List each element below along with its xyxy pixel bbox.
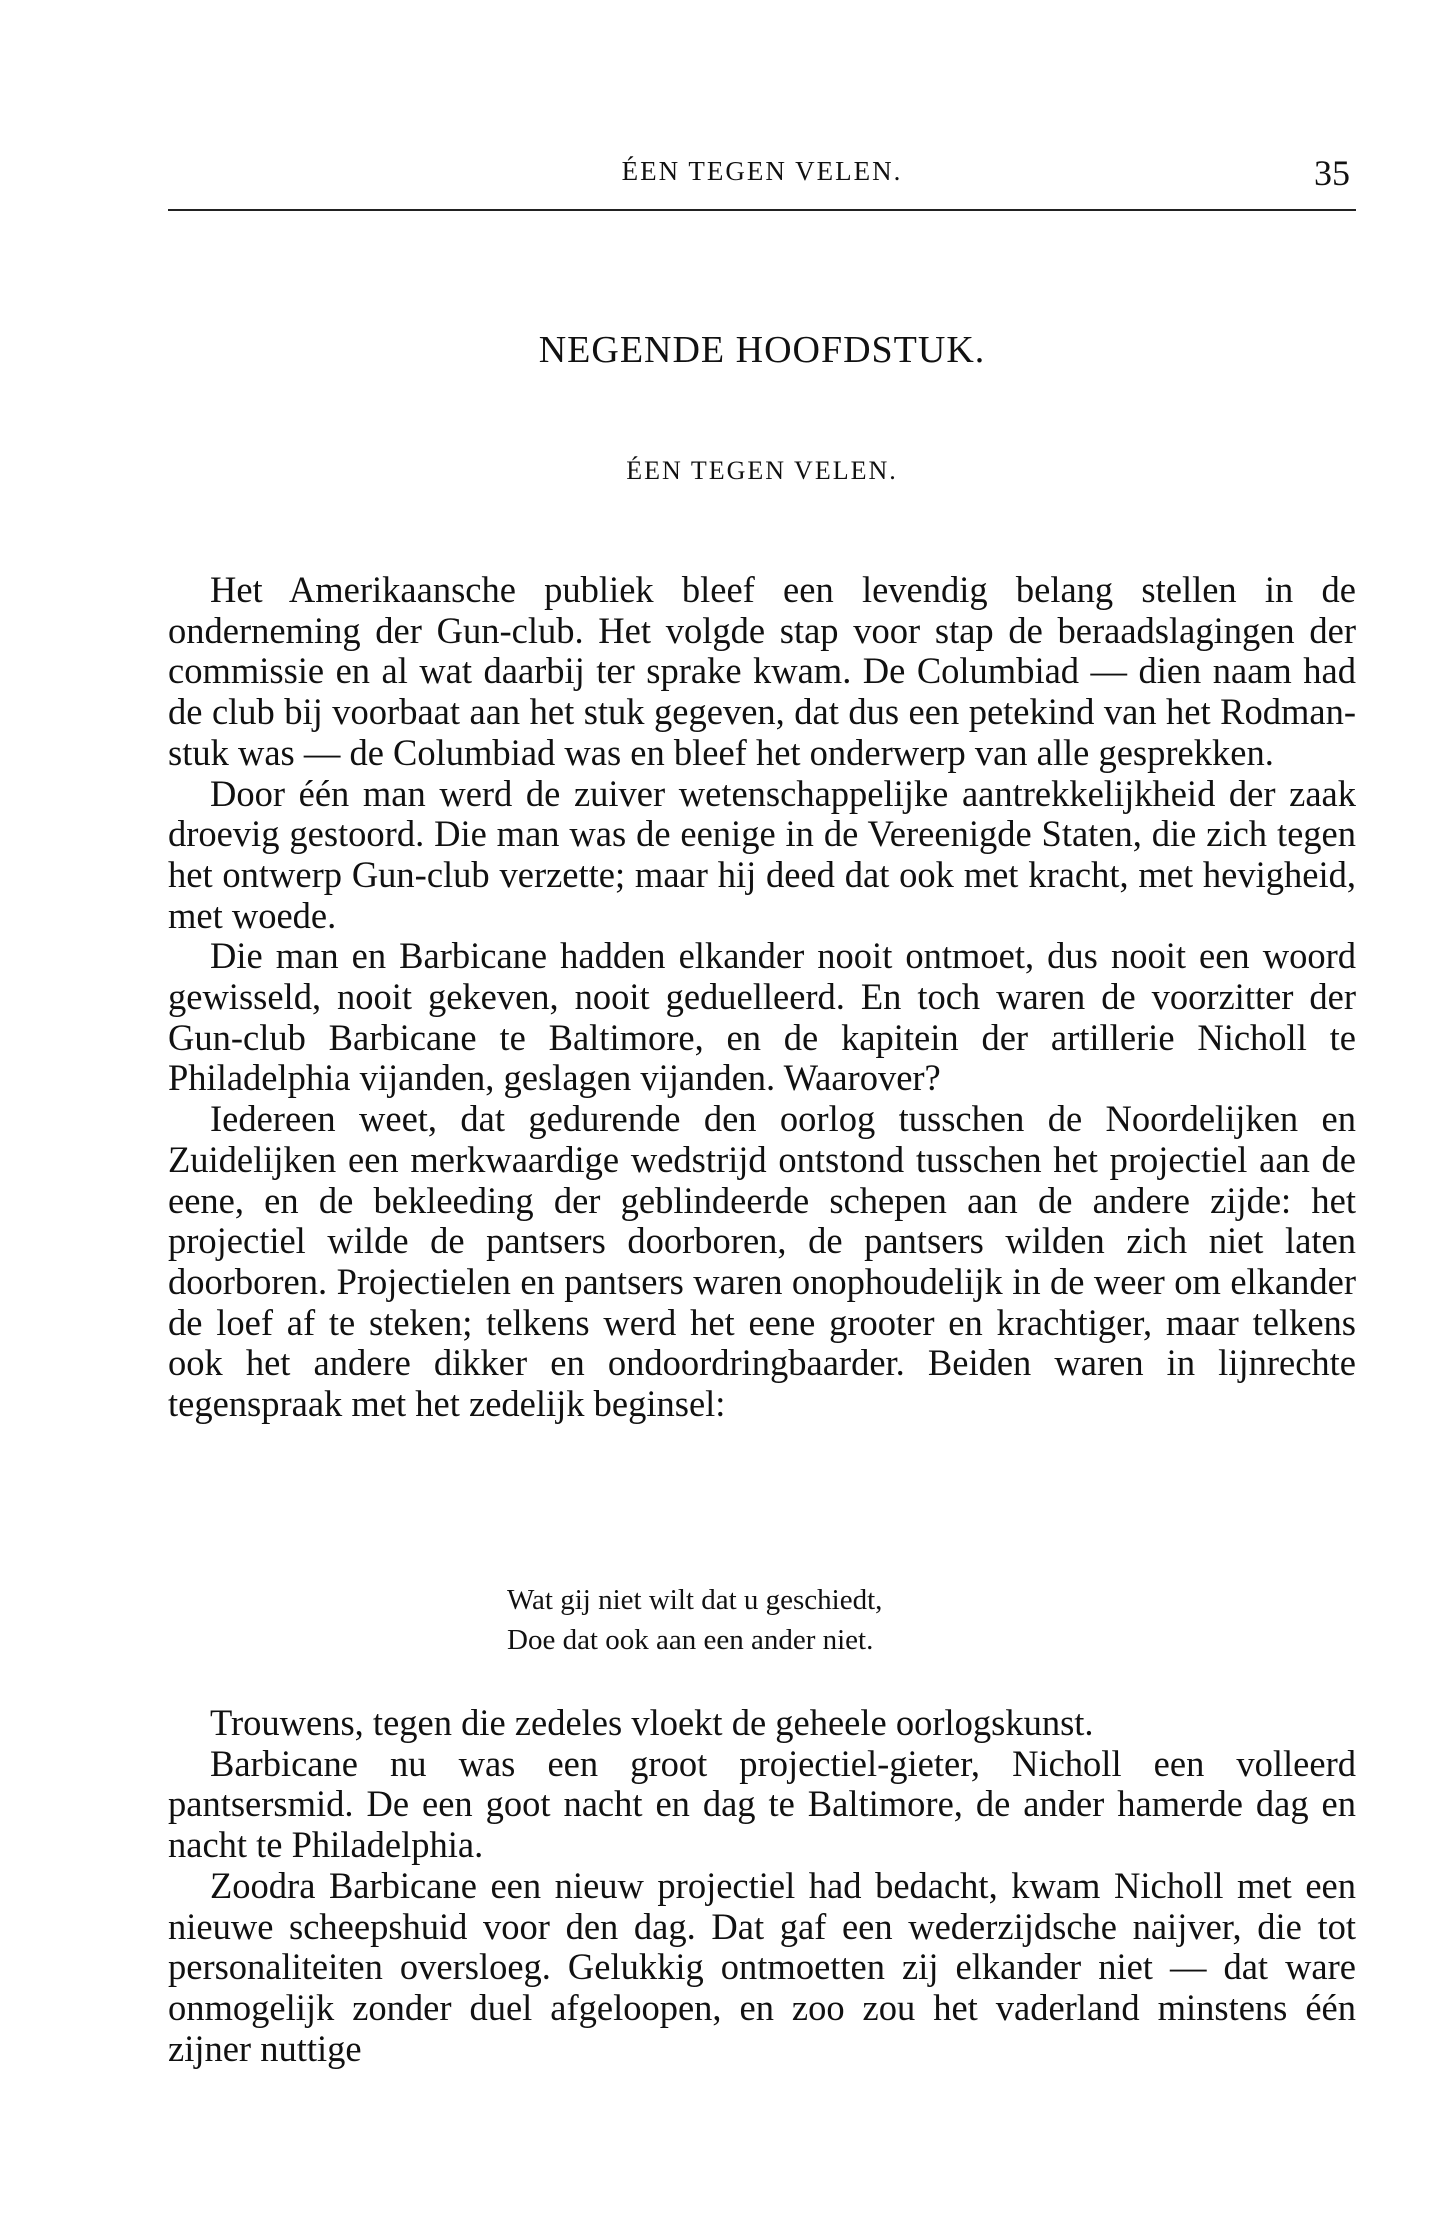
chapter-heading: NEGENDE HOOFDSTUK. (538, 329, 986, 371)
verse-quote (507, 1580, 1107, 1660)
page-number: 35 (1314, 153, 1350, 193)
running-header (168, 152, 1356, 202)
paragraph: Die man en Barbicane hadden elkander nooit ontmoet, dus nooit een woord gewisseld, nooit gekeven, nooit geduelleerd. En toch waren de voorzitter der Gun-club Barbicane te Baltimore, en de kapitein der artillerie Nicholl te Philadelphia vijanden, geslagen vijanden. Waarover? (168, 935, 1356, 1099)
chapter-subtitle: ÉEN TEGEN VELEN. (626, 456, 898, 485)
running-title: ÉEN TEGEN VELEN. (621, 156, 903, 186)
verse-line: Doe dat ook aan een ander niet. (507, 1624, 874, 1656)
paragraph: Barbicane nu was een groot projectiel-gieter, Nicholl een volleerd pantsersmid. De een goot nacht en dag te Baltimore, de ander hamerde dag en nacht te Philadelphia. (168, 1742, 1356, 1866)
paragraph: Het Amerikaansche publiek bleef een levendig belang stellen in de onderneming der Gun-club. Het volgde stap voor stap de beraadslagingen der commissie en al wat daarbij ter sprake kwam. De Columbiad — dien naam had de club bij voorbaat aan het stuk gegeven, dat dus een petekind van het Rodman-stuk was — de Columbiad was en bleef het onderwerp van alle gesprekken. (168, 569, 1356, 773)
body-text-before-verse (168, 570, 1356, 1425)
verse-line: Wat gij niet wilt dat u geschiedt, (507, 1584, 883, 1616)
paragraph: Iedereen weet, dat gedurende den oorlog tusschen de Noordelijken en Zuidelijken een merkwaardige wedstrijd ontstond tusschen het projectiel aan de eene, en de bekleeding der geblindeerde schepen aan de andere zijde: het projectiel wilde de pantsers doorboren, de pantsers wilden zich niet laten doorboren. Projectielen en pantsers waren onophoudelijk in de weer om elkander de loef af te steken; telkens werd het eene grooter en krachtiger, maar telkens ook het andere dikker en ondoordringbaarder. Beiden waren in lijnrechte tegenspraak met het zedelijk beginsel: (168, 1098, 1356, 1425)
paragraph: Door één man werd de zuiver wetenschappelijke aantrekkelijkheid der zaak droevig gestoord. Die man was de eenige in de Vereenigde Staten, die zich tegen het ontwerp Gun-club verzette; maar hij deed dat ook met kracht, met hevigheid, met woede. (168, 772, 1356, 936)
paragraph: Trouwens, tegen die zedeles vloekt de geheele oorlogskunst. (210, 1702, 1094, 1743)
body-text-after-verse (168, 1703, 1356, 2069)
paragraph: Zoodra Barbicane een nieuw projectiel had bedacht, kwam Nicholl met een nieuwe scheepshuid voor den dag. Dat gaf een wederzijdsche naijver, die tot personaliteiten oversloeg. Gelukkig ontmoetten zij elkander niet — dat ware onmogelijk zonder duel afgeloopen, en zoo zou het vaderland minstens één zijner nuttige (168, 1864, 1356, 2069)
header-rule (168, 209, 1356, 211)
